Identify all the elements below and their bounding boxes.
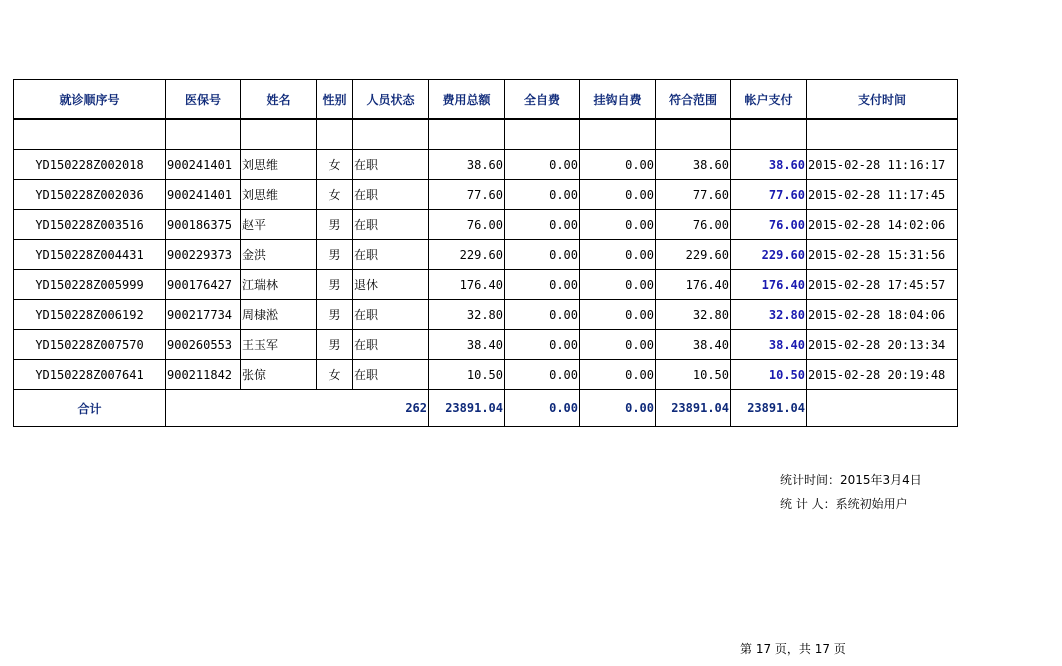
cell-status: 在职 [353,240,429,270]
total-row [14,390,958,427]
page-indicator: 第 17 页，共 17 页 [740,642,846,656]
cell-name: 刘思维 [241,180,317,210]
cell-visit-no: YD150228Z004431 [14,240,166,270]
cell-insurance-no: 900211842 [166,360,241,390]
cell-insurance-no: 900176427 [166,270,241,300]
cell-self-pay: 0.00 [505,360,580,390]
cell-hook-self-pay: 0.00 [580,240,656,270]
cell-self-pay: 0.00 [505,180,580,210]
cell-visit-no: YD150228Z002036 [14,180,166,210]
cell-in-scope: 229.60 [656,240,731,270]
stat-person: 统 计 人：系统初始用户 [780,497,908,511]
cell-hook-self-pay: 0.00 [580,330,656,360]
cell-self-pay: 0.00 [505,330,580,360]
cell-fee-total: 38.40 [429,330,505,360]
cell-gender: 女 [317,360,353,390]
cell-insurance-no: 900217734 [166,300,241,330]
cell-status: 在职 [353,360,429,390]
report-table [13,79,958,427]
cell-account-pay: 38.60 [731,150,807,180]
cell-visit-no: YD150228Z007570 [14,330,166,360]
header-insurance-no: 医保号 [166,80,241,120]
cell-name: 王玉军 [241,330,317,360]
cell-gender: 男 [317,270,353,300]
header-self-pay: 全自费 [505,80,580,120]
header-row [14,80,958,120]
total-self-pay: 0.00 [505,390,580,427]
cell-hook-self-pay: 0.00 [580,270,656,300]
stat-time: 统计时间：2015年3月4日 [780,473,922,487]
cell-gender: 女 [317,180,353,210]
cell-name: 江瑞林 [241,270,317,300]
table-row [14,210,958,240]
total-in-scope: 23891.04 [656,390,731,427]
cell-in-scope: 32.80 [656,300,731,330]
cell-fee-total: 77.60 [429,180,505,210]
cell-visit-no: YD150228Z003516 [14,210,166,240]
table-row [14,270,958,300]
header-name: 姓名 [241,80,317,120]
cell-fee-total: 229.60 [429,240,505,270]
table-row [14,330,958,360]
cell-fee-total: 38.60 [429,150,505,180]
cell-account-pay: 229.60 [731,240,807,270]
cell-insurance-no: 900241401 [166,180,241,210]
cell-in-scope: 38.40 [656,330,731,360]
cell-status: 在职 [353,180,429,210]
cell-insurance-no: 900241401 [166,150,241,180]
cell-account-pay: 77.60 [731,180,807,210]
header-gender: 性别 [317,80,353,120]
cell-gender: 男 [317,210,353,240]
header-visit-no: 就诊顺序号 [14,80,166,120]
cell-account-pay: 32.80 [731,300,807,330]
cell-hook-self-pay: 0.00 [580,300,656,330]
cell-account-pay: 38.40 [731,330,807,360]
header-account-pay: 帐户支付 [731,80,807,120]
cell-hook-self-pay: 0.00 [580,210,656,240]
cell-gender: 女 [317,150,353,180]
cell-fee-total: 176.40 [429,270,505,300]
cell-pay-time: 2015-02-28 14:02:06 [807,210,958,240]
cell-status: 在职 [353,210,429,240]
cell-pay-time: 2015-02-28 17:45:57 [807,270,958,300]
cell-fee-total: 32.80 [429,300,505,330]
table-row [14,300,958,330]
cell-pay-time: 2015-02-28 11:17:45 [807,180,958,210]
header-pay-time: 支付时间 [807,80,958,120]
cell-self-pay: 0.00 [505,300,580,330]
header-in-scope: 符合范围 [656,80,731,120]
cell-status: 退休 [353,270,429,300]
cell-self-pay: 0.00 [505,240,580,270]
cell-pay-time: 2015-02-28 20:19:48 [807,360,958,390]
cell-pay-time: 2015-02-28 18:04:06 [807,300,958,330]
header-hook-self-pay: 挂钩自费 [580,80,656,120]
cell-account-pay: 76.00 [731,210,807,240]
blank-row [14,119,958,150]
cell-in-scope: 77.60 [656,180,731,210]
cell-name: 张倞 [241,360,317,390]
cell-pay-time: 2015-02-28 15:31:56 [807,240,958,270]
cell-gender: 男 [317,240,353,270]
cell-visit-no: YD150228Z007641 [14,360,166,390]
cell-hook-self-pay: 0.00 [580,360,656,390]
cell-status: 在职 [353,300,429,330]
table-row [14,240,958,270]
total-hook-self-pay: 0.00 [580,390,656,427]
cell-fee-total: 76.00 [429,210,505,240]
cell-name: 金洪 [241,240,317,270]
total-account-pay: 23891.04 [731,390,807,427]
cell-pay-time: 2015-02-28 20:13:34 [807,330,958,360]
cell-hook-self-pay: 0.00 [580,150,656,180]
table-row [14,180,958,210]
cell-insurance-no: 900186375 [166,210,241,240]
cell-fee-total: 10.50 [429,360,505,390]
total-fee: 23891.04 [429,390,505,427]
header-fee-total: 费用总额 [429,80,505,120]
cell-in-scope: 176.40 [656,270,731,300]
total-label: 合计 [14,390,166,427]
cell-in-scope: 38.60 [656,150,731,180]
total-count: 262 [166,390,429,427]
cell-visit-no: YD150228Z006192 [14,300,166,330]
cell-name: 赵平 [241,210,317,240]
cell-status: 在职 [353,150,429,180]
cell-visit-no: YD150228Z002018 [14,150,166,180]
table-row [14,360,958,390]
cell-gender: 男 [317,330,353,360]
cell-account-pay: 10.50 [731,360,807,390]
cell-self-pay: 0.00 [505,150,580,180]
cell-gender: 男 [317,300,353,330]
table-row [14,150,958,180]
cell-insurance-no: 900229373 [166,240,241,270]
cell-account-pay: 176.40 [731,270,807,300]
cell-self-pay: 0.00 [505,210,580,240]
cell-insurance-no: 900260553 [166,330,241,360]
cell-in-scope: 76.00 [656,210,731,240]
cell-status: 在职 [353,330,429,360]
cell-name: 刘思维 [241,150,317,180]
cell-pay-time: 2015-02-28 11:16:17 [807,150,958,180]
cell-self-pay: 0.00 [505,270,580,300]
cell-hook-self-pay: 0.00 [580,180,656,210]
total-empty-cell [807,390,958,427]
cell-in-scope: 10.50 [656,360,731,390]
cell-name: 周棣淞 [241,300,317,330]
header-status: 人员状态 [353,80,429,120]
cell-visit-no: YD150228Z005999 [14,270,166,300]
